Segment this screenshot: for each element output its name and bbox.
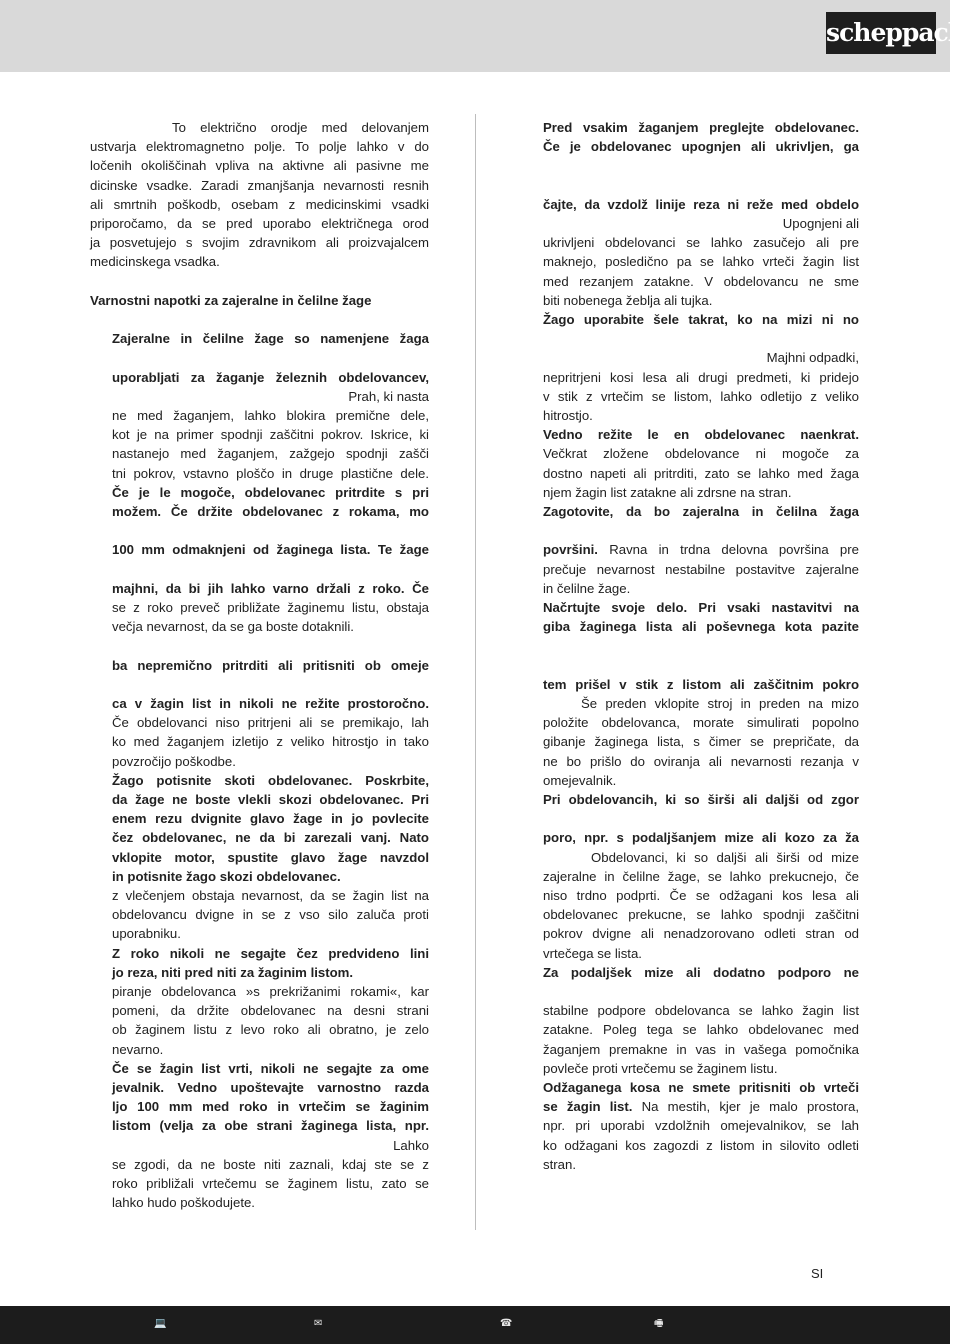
fax-icon: 🖷 [654,1318,664,1329]
text-line: giba žaginega lista ali poševnega kota pazite [543,619,859,635]
blank-line [90,348,429,367]
text-line: in potisnite žago skozi obdelovanec. [112,868,341,884]
text-line: njem žagin list zatakne ali zdrsne na stran. [543,484,792,500]
page-language-label: SI [811,1266,824,1281]
bold-lead: majhni, da bi jih lahko varno držali z roko. [112,580,405,596]
text-line: npr. pri uporabi vzdolžnih omejevalnikov, se lah [543,1118,859,1134]
text-line: in čelilne žage. [543,580,631,596]
text-line: ko med žaganjem izletijo z veliko hitrostjo in tako [112,734,429,750]
text-line: obdelovanec prekucne, se lahko spodnji zaščitni [543,907,859,923]
text-line: Če je le mogoče, obdelovanec pritrdite s pri [112,484,429,500]
left-text-column [90,118,429,1212]
blank-line [90,310,429,329]
text-line: zajeralne in čelilne žage, se lahko prekucnejo, če [543,868,859,884]
text-line: Upognjeni ali [782,215,859,231]
text-line: ustvarja elektromagnetno polje. To polje lahko v do [90,139,429,155]
blank-line [543,156,859,175]
text-line [543,540,859,559]
text-line: stran. [543,1156,576,1172]
text-line: gibanje žaginega lista, s čimer se prepričate, da [543,734,859,750]
text-line: večja nevarnost, da se ga boste dotaknili. [112,619,354,635]
text-line: biti nobenega žeblja ali tujka. [543,292,713,308]
text-line: ca v žagin list in nikoli ne režite prostoročno. [112,695,429,711]
text-line: čajte, da vzdolž linije reza ni reže med obdelo [543,196,859,212]
text-line: maknejo, posledično pa se lahko vrteči žagin list [543,254,859,270]
text-line: Odžaganega kosa ne smete pritisniti ob vrteči [543,1080,859,1096]
blank-line [543,521,859,540]
text-line: hitrostjo. [543,408,593,423]
text-line: v stik z vrtečim se listom, lahko odletijo z veliko [543,388,859,404]
text-line: z vlečenjem obstaja nevarnost, da se žagin list na [112,888,429,904]
text-line: Večkrat zložene obdelovance ni mogoče za [543,446,859,462]
text-line: Še preden vklopite stroj in preden na mizo [581,696,859,711]
text-line: Prah, ki nasta [348,388,429,404]
text-line: roko približali vrtečemu se žaginem listu, zato se [112,1176,429,1192]
blank-line [90,636,429,655]
text-line: Zagotovite, da bo zajeralna in čelilna žaga [543,504,859,520]
text-line: ba nepremično pritrditi ali pritisniti ob omeje [112,657,429,673]
text-line: ne med žaganjem, lahko blokira premične dele, [112,408,429,423]
email-icon: ✉ [314,1318,323,1329]
text-line: se z roko preveč približate žaginemu listu, obstaja [112,600,429,615]
text-line: Pri obdelovancih, ki so širši ali daljši od zgor [543,792,859,808]
column-divider [475,114,476,1230]
text-line: priporočamo, da se pred uporabo električnega orod [90,216,429,232]
text-line: medicinskega vsadka. [90,254,220,270]
text-line: uporabniku. [112,926,181,942]
blank-line [543,329,859,348]
text-line: uporabljati za žaganje železnih obdelovancev, [112,369,429,385]
text-line: vrtečega se lista. [543,945,642,961]
laptop-icon: 💻 [154,1318,167,1329]
text-line: listom (velja za obe strani žaginega lista, npr. [112,1118,429,1134]
text-line: dicinske vsadke. Zaradi zmanjšanja nevarnosti resnih [90,177,429,193]
text-line: obdelovancu dvigne in se z vso silo zaluča proti [112,907,429,923]
text-line: ne bo prišlo do oviranja ali nevarnosti rezanja v [543,753,859,769]
footer-bar [0,1306,950,1344]
text-line: ja posvetujejo s svojim zdravnikom ali proizvajalcem [90,235,429,251]
phone-icon: ☎ [500,1318,513,1329]
text-line: Lahko [393,1137,429,1153]
text-line: jevalnik. Vedno upoštevajte varnostno razda [112,1080,429,1096]
text-line: omejevalnik. [543,772,617,788]
text-line: nastanejo med žaganjem, zažgejo spodnji zašči [112,446,429,462]
text-line: Z roko nikoli ne segajte čez predvideno lini [112,945,429,961]
text-line: ločenih okoliščinah vpliva na aktivne ali pasivne me [90,158,429,174]
text-line: jo reza, niti pred niti za žaginim listom. [112,964,354,980]
header-bar [0,0,965,72]
text-line: možem. Če držite obdelovanec z rokama, mo [112,504,429,520]
text-line: Varnostni napotki za zajeralne in čelilne žage [90,292,372,308]
text-line: Če obdelovanci niso pritrjeni ali se premikajo, lah [112,715,429,731]
text-line: prečuje nevarnost nestabilne postavitve zajeralne [543,561,859,577]
blank-line [543,982,859,1001]
text-line: tni pokrov, vstavno ploščo in druge plastične dele. [112,465,429,481]
regular-tail: Ravna in trdna delovna površina pre [597,542,859,558]
bold-lead: površini. [543,542,598,558]
text-line: ko odžagani kos zagozdi z listom in silovito odleti [543,1137,859,1153]
blank-line [90,272,429,291]
text-line: Žago uporabite šele takrat, ko na mizi ni no [543,312,859,327]
text-line: enem rezu dvignite glavo žage in jo povlecite [112,811,429,827]
text-line: Zajeralne in čelilne žage so namenjene žaga [112,331,429,347]
text-line: Pred vsakim žaganjem preglejte obdelovanec. [543,120,859,135]
text-line: poro, npr. s podaljšanjem mize ali kozo za ža [543,830,859,846]
blank-line [543,176,859,195]
text-line: ukrivljeni obdelovanci se lahko zasučejo ali pre [543,235,859,251]
regular-tail: Če [404,580,429,596]
text-line: se zgodi, da ne boste niti zaznali, kdaj ste se z [112,1156,429,1172]
text-line: nepritrjeni kosi lesa ali drugi predmeti, ki pridejo [543,369,859,385]
blank-line [90,675,429,694]
text-line: Načrtujte svoje delo. Pri vsaki nastavitvi na [543,600,859,616]
blank-line [90,521,429,540]
text-line [543,1097,859,1116]
text-line: žaganjem premakne in vas in vašega pomočnika [543,1041,859,1057]
text-line: povleče proti vrtečemu se žaginem listu. [543,1060,778,1076]
text-line [90,579,429,598]
text-line: dostno napeti ali pritrditi, zato se lahko med žaga [543,465,859,481]
text-line: Vedno režite le en obdelovanec naenkrat. [543,427,859,443]
text-line: Če je obdelovanec upognjen ali ukrivljen, ga [543,139,859,155]
text-line: položite obdelovanca, morate simulirati popolno [543,715,859,731]
text-line: stabilne podpore obdelovanca se lahko žagin list [543,1003,859,1019]
text-line: pokrov dvigne ali nenadzorovano odleti stran od [543,926,859,942]
text-line: Za podaljšek mize ali dodatno podporo ne [543,964,859,980]
right-text-column [543,118,859,1174]
text-line: med rezanjem zatakne. V obdelovancu ne sme [543,273,859,289]
text-line: kot je na primer spodnji zaščitni pokrov. Iskrice, ki [112,427,429,443]
text-line: Obdelovanci, ki so daljši ali širši od mize [591,849,859,865]
text-line: zatakne. Poleg tega se lahko obdelovanec med [543,1022,859,1038]
blank-line [90,560,429,579]
text-line: da žage ne boste vlekli skozi obdelovanec. Pri [112,792,429,807]
text-line: niso trdno podprti. Če se odžagani kos lesa ali [543,888,859,904]
text-line: tem prišel v stik z listom ali zaščitnim pokro [543,676,859,692]
text-line: ljo 100 mm med roko in vrtečim se žaginim [112,1099,429,1115]
bold-lead: se žagin list. [543,1099,633,1115]
text-line: Žago potisnite skoti obdelovanec. Poskrbite, [112,772,429,788]
text-line: čez obdelovanec, ne da bi zarezali vanj. Nato [112,830,429,846]
blank-line [543,809,859,828]
text-line: povzročijo poškodbe. [112,753,236,769]
text-line: Majhni odpadki, [766,350,859,366]
regular-tail: Na mestih, kjer je malo prostora, [632,1099,859,1115]
text-line: To električno orodje med delovanjem [172,120,429,135]
text-line: piranje obdelovanca »s prekrižanimi rokami«, kar [112,984,429,1000]
text-line: 100 mm odmaknjeni od žaginega lista. Te žage [112,542,429,558]
brand-logo: scheppach [826,12,936,54]
text-line: ob žaginem listu z levo roko ali obratno, je zelo [112,1022,429,1038]
blank-line [543,636,859,655]
text-line: lahko hudo poškodujete. [112,1195,255,1211]
text-line: Če se žagin list vrti, nikoli ne segajte za ome [112,1060,429,1076]
text-line: nevarno. [112,1041,164,1057]
text-line: ali smrtnih poškodb, osebam z medicinskimi vsadki [90,196,429,212]
blank-line [543,656,859,675]
text-line: vklopite motor, spustite glavo žage navzdol [112,849,429,865]
text-line: pomeni, da držite obdelovanec na desni strani [112,1003,429,1019]
